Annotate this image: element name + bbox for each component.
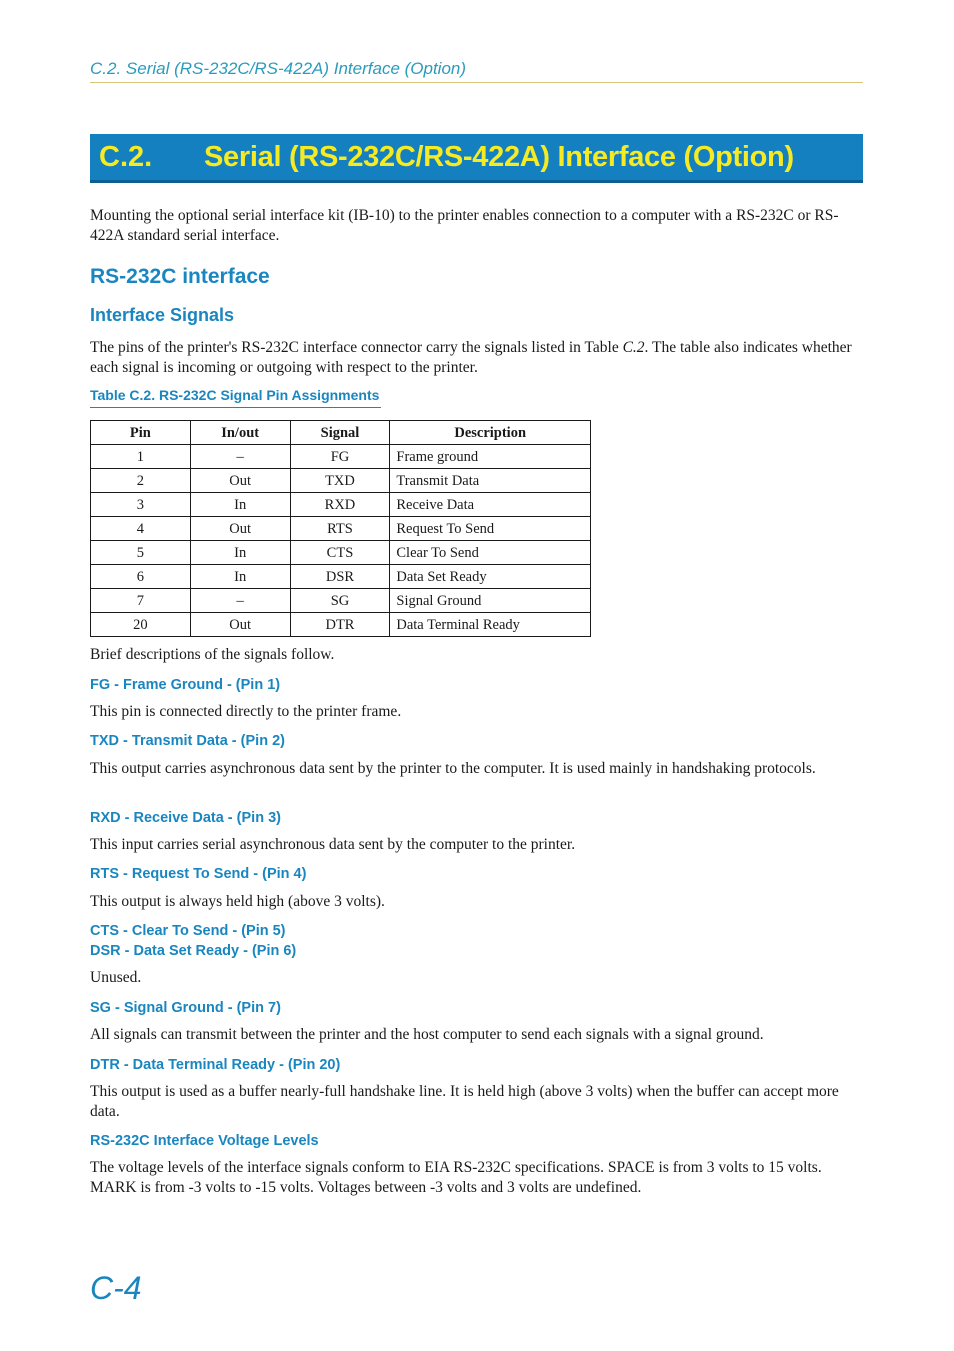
signal-cell: RXD bbox=[290, 493, 390, 517]
description-cell: Data Terminal Ready bbox=[390, 613, 591, 637]
txd-heading: TXD - Transmit Data - (Pin 2) bbox=[90, 733, 285, 749]
table-row bbox=[91, 565, 591, 589]
signal-cell: FG bbox=[290, 445, 390, 469]
fg-description: This pin is connected directly to the printer frame. bbox=[90, 703, 402, 720]
table-row bbox=[91, 517, 591, 541]
inout-cell: In bbox=[190, 565, 290, 589]
rxd-description: This input carries serial asynchronous data sent by the computer to the printer. bbox=[90, 836, 576, 853]
table-row bbox=[91, 469, 591, 493]
description-cell: Request To Send bbox=[390, 517, 591, 541]
description-cell: Clear To Send bbox=[390, 541, 591, 565]
running-head: C.2. Serial (RS-232C/RS-422A) Interface (Option) bbox=[90, 58, 863, 83]
table-header-cell: Pin bbox=[91, 421, 191, 445]
inout-cell: In bbox=[190, 541, 290, 565]
signal-cell: RTS bbox=[290, 517, 390, 541]
brief-paragraph: Brief descriptions of the signals follow. bbox=[90, 646, 335, 663]
table-header-cell: In/out bbox=[190, 421, 290, 445]
dtr-description: This output is used as a buffer nearly-full handshake line. It is held high (above 3 volts) when the buffer can accept more data. bbox=[90, 1083, 839, 1120]
cts-dsr-description: Unused. bbox=[90, 969, 142, 986]
table-row bbox=[91, 613, 591, 637]
dtr-heading: DTR - Data Terminal Ready - (Pin 20) bbox=[90, 1057, 341, 1073]
pin-cell: 6 bbox=[91, 565, 191, 589]
rts-description: This output is always held high (above 3 volts). bbox=[90, 893, 385, 910]
inout-cell: – bbox=[190, 445, 290, 469]
voltage-levels-heading: RS-232C Interface Voltage Levels bbox=[90, 1133, 319, 1149]
pin-cell: 1 bbox=[91, 445, 191, 469]
table-row bbox=[91, 541, 591, 565]
subsection-title: Interface Signals bbox=[90, 305, 235, 325]
pin-cell: 5 bbox=[91, 541, 191, 565]
page-number: C-4 bbox=[90, 1270, 142, 1306]
signal-cell: DTR bbox=[290, 613, 390, 637]
inout-cell: Out bbox=[190, 469, 290, 493]
section-title: RS-232C interface bbox=[90, 265, 270, 288]
signal-cell: CTS bbox=[290, 541, 390, 565]
inout-cell: In bbox=[190, 493, 290, 517]
table-row bbox=[91, 589, 591, 613]
description-cell: Signal Ground bbox=[390, 589, 591, 613]
cts-heading: CTS - Clear To Send - (Pin 5) bbox=[90, 923, 286, 939]
table-caption: Table C.2. RS-232C Signal Pin Assignments bbox=[90, 385, 381, 408]
intro-paragraph: Mounting the optional serial interface kit (IB-10) to the printer enables connection to a computer with a RS-232C or RS-422A standard serial interface. bbox=[90, 207, 839, 244]
description-cell: Frame ground bbox=[390, 445, 591, 469]
chapter-title-bar bbox=[90, 134, 863, 183]
pin-cell: 2 bbox=[91, 469, 191, 493]
txd-description: This output carries asynchronous data sent by the printer to the computer. It is used mainly in handshaking protocols. bbox=[90, 760, 816, 777]
signal-cell: TXD bbox=[290, 469, 390, 493]
pin-cell: 20 bbox=[91, 613, 191, 637]
inout-cell: – bbox=[190, 589, 290, 613]
voltage-levels-description: The voltage levels of the interface signals conform to EIA RS-232C specifications. SPACE is from 3 volts to 15 volts. MARK is from -3 volts to -15 volts. Voltages between -3 volts and 3 volts are undefined. bbox=[90, 1159, 822, 1196]
pin-cell: 7 bbox=[91, 589, 191, 613]
table-row bbox=[91, 445, 591, 469]
table-header-cell: Description bbox=[390, 421, 591, 445]
signal-pin-table bbox=[90, 420, 591, 637]
description-cell: Transmit Data bbox=[390, 469, 591, 493]
table-header-cell: Signal bbox=[290, 421, 390, 445]
table-header-row bbox=[91, 421, 591, 445]
fg-heading: FG - Frame Ground - (Pin 1) bbox=[90, 677, 281, 693]
signals-intro-paragraph: The pins of the printer's RS-232C interface connector carry the signals listed in Table C.2. The table also indicates whether each signal is incoming or outgoing with respect to the printer. bbox=[90, 339, 852, 376]
inout-cell: Out bbox=[190, 613, 290, 637]
sg-description: All signals can transmit between the printer and the host computer to send each signals with a signal ground. bbox=[90, 1026, 764, 1043]
description-cell: Receive Data bbox=[390, 493, 591, 517]
rts-heading: RTS - Request To Send - (Pin 4) bbox=[90, 866, 307, 882]
sg-heading: SG - Signal Ground - (Pin 7) bbox=[90, 1000, 281, 1016]
signal-cell: DSR bbox=[290, 565, 390, 589]
rxd-heading: RXD - Receive Data - (Pin 3) bbox=[90, 810, 281, 826]
table-row bbox=[91, 493, 591, 517]
chapter-number: C.2. bbox=[99, 141, 153, 173]
pin-cell: 4 bbox=[91, 517, 191, 541]
signal-cell: SG bbox=[290, 589, 390, 613]
chapter-title: Serial (RS-232C/RS-422A) Interface (Option) bbox=[204, 141, 794, 173]
pin-cell: 3 bbox=[91, 493, 191, 517]
dsr-heading: DSR - Data Set Ready - (Pin 6) bbox=[90, 943, 297, 959]
description-cell: Data Set Ready bbox=[390, 565, 591, 589]
inout-cell: Out bbox=[190, 517, 290, 541]
table-reference: C.2 bbox=[622, 339, 645, 356]
